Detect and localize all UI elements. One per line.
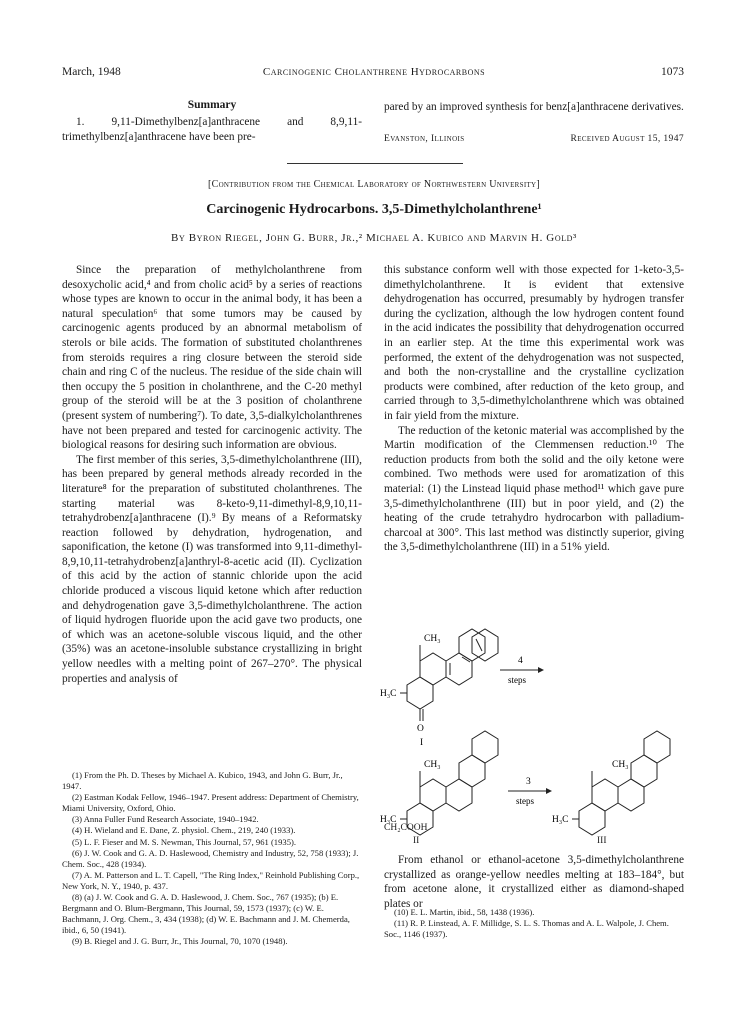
ch3-label-I: CH₃: [424, 634, 441, 644]
arrowhead-1: [538, 667, 544, 673]
reaction-scheme: [380, 625, 690, 840]
summary-left-text: [62, 115, 362, 144]
arrow2-steps-text: steps: [516, 796, 534, 806]
footnote: (9) B. Riegel and J. G. Burr, Jr., This Journal, 70, 1070 (1948).: [72, 936, 288, 947]
structure-III: [572, 731, 670, 835]
footnote: (3) Anna Fuller Fund Research Associate, 1940–1942.: [72, 814, 259, 825]
right-column: [384, 263, 684, 555]
ch3-label-II: CH₃: [424, 760, 441, 770]
ch3-label-III: CH₃: [612, 760, 629, 770]
arrow2-steps-count: 3: [526, 777, 531, 787]
right-paragraph-2: The reduction of the ketonic material was accomplished by the Martin modification of the Clemmensen reduction.¹⁰ The reduction products from both the solid and the oily ketone were combined. Two methods were used for aromatization of this material: (1) the Linstead liquid phase method¹¹ which gave pure 3,5-dimethylcholanthrene (III) but in poor yield, and (2) the heating of the crude tetrahydro hydrocarbon with palladium-charcoal at 300°. This last method was distinctly superior, giving the 3,5-dimethylcholanthrene (III) in a 51% yield.: [384, 424, 684, 554]
footnote: (6) J. W. Cook and G. A. D. Haslewood, Chemistry and Industry, 52, 758 (1933); J. Chem. Soc., 428 (1934).: [62, 847, 359, 869]
arrow1-steps-text: steps: [508, 675, 526, 685]
summary-right-text: [384, 100, 684, 115]
article-authors: By Byron Riegel, John G. Burr, Jr.,² Michael A. Kubico and Marvin H. Gold³: [171, 232, 577, 244]
footnote: (8) (a) J. W. Cook and G. A. D. Haslewood, J. Chem. Soc., 767 (1935); (b) E. Bergmann and O. Blum-Bergmann, This Journal, 59, 1573 (1937); (c) W. E. Bachmann, J. Org. Chem., 3, 434 (1938); (d) W. E. Bachmann and J. M. Chemerda, ibid., 6, 50 (1941).: [62, 892, 350, 936]
h3c-label-I: H₃C: [380, 689, 397, 699]
h3c-label-II: H₃C: [380, 815, 397, 825]
structure-I: [400, 629, 498, 721]
received-date: Received August 15, 1947: [570, 134, 684, 144]
contribution-line: [Contribution from the Chemical Laboratory of Northwestern University]: [207, 179, 541, 190]
header-date: March, 1948: [62, 66, 121, 78]
left-paragraph-1: Since the preparation of methylcholanthrene from desoxycholic acid,⁴ and from cholic acid⁵ by a series of reactions whose types are known to occur in the animal body, it has been a natural speculation⁶ that some tumors may be caused by carcinogenic agents produced by an abnormal metabolism of sterols or bile acids. The formation of substituted cholanthrenes from steroids requires a ring closure between the steroid side chain and ring C of the nucleus. The residue of the side chain will then occupy the 5 position in cholanthrene, and the C-20 methyl group of the steroid will be at the 3 position of cholanthrene (present system of numbering⁷). To date, 3,5-dialkylcholanthrenes have not been prepared and tested for carcinogenic activity. The biological reasons for desiring such information are obvious.: [62, 264, 362, 452]
right-column-continued: [384, 853, 684, 911]
page-number: 1073: [661, 66, 684, 78]
right-paragraph-1: this substance conform well with those expected for 1-keto-3,5-dimethylcholanthrene. It is evident that extensive dehydrogenation has occurred, presumably by hydrogen transfer during the cyclization, although the low hydrogen content found in the acid indicates the possibility that dehydrogenation occurred in an earlier step. At the time this experimental work was performed, the extent of the dehydrogenation was not suspected, and both the non-crystalline and the crystalline cyclization products were combined, after reduction of the keto group, and carried through to 3,5-dimethylcholanthrene which was obtained in fair yield from the mixture.: [384, 264, 684, 422]
compound-label-II: II: [413, 836, 420, 846]
article-title: Carcinogenic Hydrocarbons. 3,5-Dimethylcholanthrene¹: [206, 202, 542, 217]
footnote: (5) L. F. Fieser and M. S. Newman, This Journal, 57, 961 (1935).: [72, 836, 296, 847]
summary-right-paragraph: pared by an improved synthesis for benz[a]anthracene derivatives.: [384, 101, 684, 113]
footnote: (7) A. M. Patterson and L. T. Capell, "The Ring Index," Reinhold Publishing Corp., New York, N. Y., 1940, p. 437.: [62, 869, 360, 891]
footnote: (11) R. P. Linstead, A. F. Millidge, S. L. S. Thomas and A. L. Walpole, J. Chem. Soc., 1146 (1937).: [384, 918, 669, 940]
left-paragraph-2: The first member of this series, 3,5-dimethylcholanthrene (III), has been prepared by general methods already recorded in the literature⁸ for the preparation of substituted cholanthrenes. The starting material was 8-keto-9,11-dimethyl-8,9,10,11-tetrahydrobenz[a]anthracene (I).⁹ By means of a Reformatsky reaction followed by dehydration, hydrogenation, and saponification, the ketone (I) was transformed into 9,11-dimethyl-8,9,10,11-tetrahydrobenz[a]anthryl-8-acetic acid (II). Cyclization of this acid by the action of stannic chloride upon the acid chloride produced a viscous liquid ketone which after reduction and dehydrogenation gave 3,5-dimethylcholanthrene. The action of liquid hydrogen fluoride upon the acid gave two products, one of which was an acetone-soluble viscous liquid, and the other (35%) was an acetone-insoluble substance crystallizing in bright yellow needles with a melting point of 267–270°. The physical properties and analysis of: [62, 453, 362, 685]
right-paragraph-3: From ethanol or ethanol-acetone 3,5-dimethylcholanthrene crystallized as orange-yellow needles melting at 183–184°, but from acetone alone, it crystallized either as diamond-shaped plates or: [384, 854, 684, 910]
arrow1-steps-count: 4: [518, 656, 523, 666]
h3c-label-III: H₃C: [552, 815, 569, 825]
section-divider: [287, 163, 463, 164]
summary-left-paragraph: 1. 9,11-Dimethylbenz[a]anthracene and 8,9,11-trimethylbenz[a]anthracene have been pre-: [62, 116, 362, 143]
summary-heading: Summary: [187, 99, 237, 111]
location: Evanston, Illinois: [384, 134, 465, 144]
compound-label-III: III: [597, 836, 607, 846]
footnote: (10) E. L. Martin, ibid., 58, 1438 (1936).: [394, 907, 535, 917]
footnotes-left: [62, 770, 362, 948]
footnote: (2) Eastman Kodak Fellow, 1946–1947. Present address: Department of Chemistry, Miami University, Oxford, Ohio.: [62, 792, 359, 814]
footnote: (1) From the Ph. D. Theses by Michael A. Kubico, 1943, and John G. Burr, Jr., 1947.: [62, 770, 343, 792]
footnotes-right: [384, 907, 684, 940]
oxo-label-I: O: [417, 724, 424, 734]
compound-label-I: I: [420, 738, 424, 748]
footnote: (4) H. Wieland and E. Dane, Z. physiol. Chem., 219, 240 (1933).: [72, 825, 296, 836]
arrowhead-2: [546, 788, 552, 794]
ch2cooh-label: CH₂COOH: [384, 823, 428, 833]
structure-II: [400, 731, 498, 835]
running-title: Carcinogenic Cholanthrene Hydrocarbons: [262, 66, 486, 78]
left-column: [62, 263, 362, 686]
